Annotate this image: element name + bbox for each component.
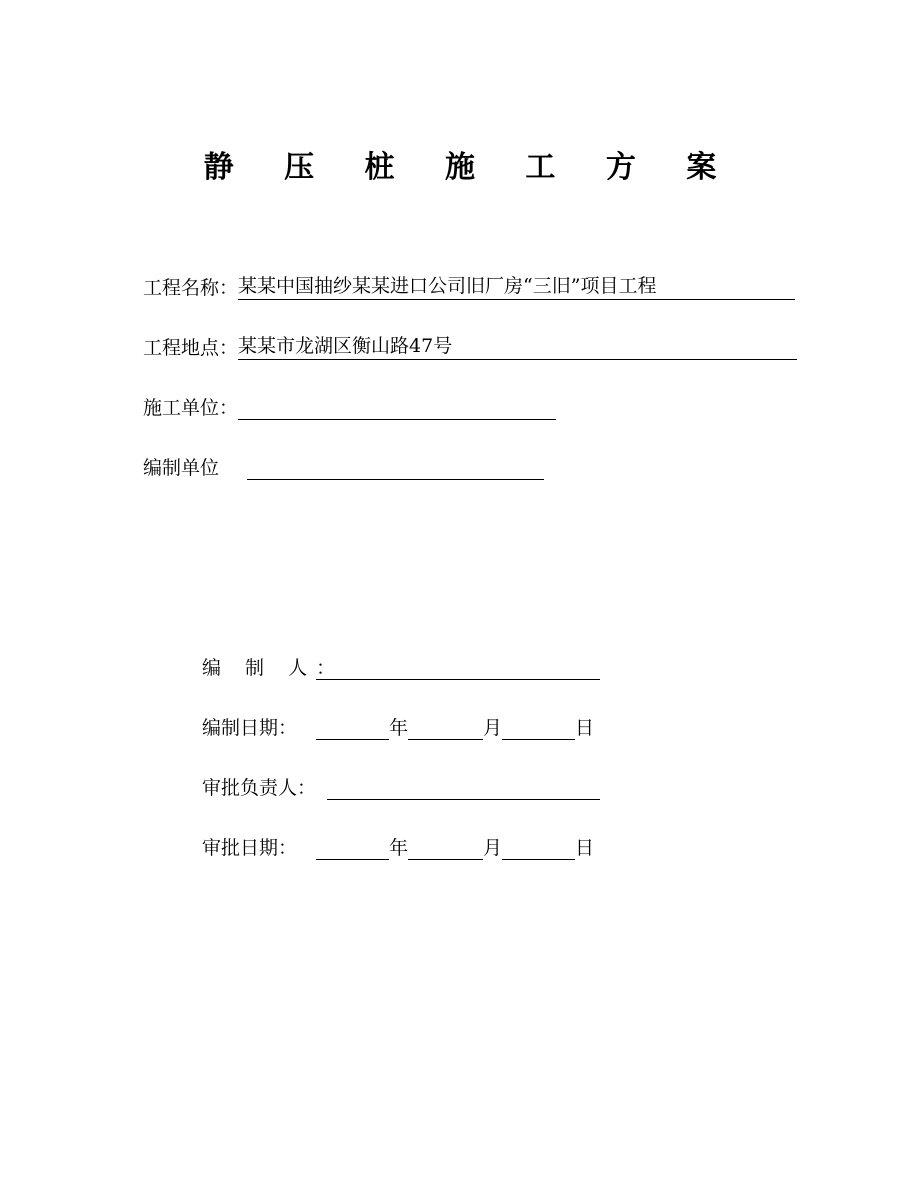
approve-date-label: 审批日期：	[202, 837, 298, 859]
approve-date-row	[202, 836, 594, 860]
construction-unit-label: 施工单位：	[143, 397, 239, 419]
compiler-row	[202, 656, 600, 680]
approve-year-unit: 年	[389, 837, 409, 859]
project-location-label: 工程地点：	[143, 337, 239, 359]
compile-day-field[interactable]	[502, 715, 575, 740]
compiling-unit-label: 编制单位	[143, 457, 220, 479]
compiler-field[interactable]	[316, 655, 600, 680]
approve-day-field[interactable]	[502, 835, 575, 860]
approver-field[interactable]	[327, 775, 600, 800]
approve-month-field[interactable]	[408, 835, 483, 860]
compile-month-unit: 月	[483, 717, 503, 739]
project-name-value: 某某中国抽纱某某进口公司旧厂房“三旧”项目工程	[238, 275, 657, 297]
approve-year-field[interactable]	[316, 835, 389, 860]
construction-unit-field[interactable]	[238, 395, 556, 420]
compile-month-field[interactable]	[408, 715, 483, 740]
project-name-label: 工程名称：	[143, 277, 239, 299]
project-name-row	[143, 276, 795, 300]
approve-day-unit: 日	[575, 837, 595, 859]
project-location-value: 某某市龙湖区衡山路47号	[238, 335, 453, 357]
compile-year-field[interactable]	[316, 715, 389, 740]
compile-date-row	[202, 716, 594, 740]
compiler-label: 编 制 人：	[202, 657, 345, 679]
document-title: 静 压 桩 施 工 方 案	[203, 150, 737, 185]
compile-date-label: 编制日期：	[202, 717, 298, 739]
compiling-unit-row	[143, 456, 544, 480]
project-location-row	[143, 336, 797, 360]
construction-unit-row	[143, 396, 556, 420]
project-name-field[interactable]	[238, 274, 795, 300]
approve-month-unit: 月	[483, 837, 503, 859]
compiling-unit-field[interactable]	[247, 455, 544, 480]
compile-year-unit: 年	[389, 717, 409, 739]
project-location-field[interactable]	[238, 334, 797, 360]
approver-row	[202, 776, 600, 800]
approver-label: 审批负责人：	[202, 777, 317, 799]
compile-day-unit: 日	[575, 717, 595, 739]
